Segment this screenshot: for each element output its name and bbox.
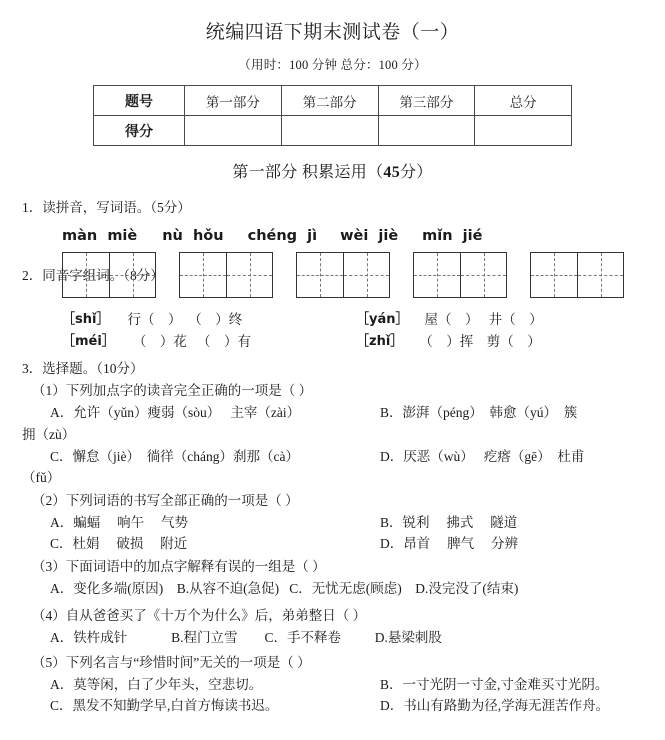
writing-grid-cell[interactable] — [226, 253, 272, 297]
question-3-2-options-row-2 — [50, 533, 651, 555]
homophone-left-1 — [62, 331, 356, 353]
homophone-pinyin-shi: ［shǐ］ — [62, 311, 110, 327]
option-3-2-b[interactable]: B．锐利 拂式 隧道 — [380, 514, 518, 530]
pinyin-gap-0 — [137, 228, 162, 244]
question-3-3-options[interactable]: A．变化多端(原因) B.从容不迫(急促) C．无忧无虑(顾虑) D.没完没了(结束) — [50, 580, 519, 596]
part-one-heading — [14, 159, 651, 182]
question-1-writing-grids — [62, 252, 651, 298]
question-3-label: 3．选择题。（10分） — [22, 360, 144, 376]
question-2-body — [14, 309, 651, 353]
question-3-2-stem: （2）下列词语的书写全部正确的一项是（ ） — [32, 492, 299, 508]
question-2-label: 2．同音字组词。（8分） — [22, 267, 164, 283]
writing-grid-cell[interactable] — [297, 253, 343, 297]
score-table-row-header-0: 题号 — [94, 86, 185, 116]
score-cell-1[interactable] — [281, 116, 378, 146]
homophone-items-shi[interactable]: 行（ ） （ ）终 — [127, 311, 243, 327]
option-3-5-a[interactable]: A．莫等闲，白了少年头，空悲切。 — [50, 676, 263, 692]
option-3-5-b[interactable]: B．一寸光阴一寸金,寸金难买寸光阴。 — [380, 676, 609, 692]
option-3-2-d[interactable]: D．昂首 脾气 分辨 — [380, 536, 518, 552]
writing-grid-cell[interactable] — [109, 253, 155, 297]
question-3-3-stem: （3）下面词语中的加点字解释有误的一组是（ ） — [32, 558, 326, 574]
writing-grid-cell[interactable] — [180, 253, 226, 297]
score-table-col-3: 总分 — [475, 86, 572, 116]
writing-grid-group-4[interactable] — [530, 252, 624, 298]
writing-grid-cell[interactable] — [531, 253, 577, 297]
homophone-items-yan[interactable]: 屋（ ） 井（ ） — [424, 311, 543, 327]
writing-grid-cell[interactable] — [414, 253, 460, 297]
part-one-heading-prefix: 第一部分 积累运用（ — [232, 164, 384, 181]
writing-grid-group-0[interactable] — [62, 252, 156, 298]
pinyin-gap-1 — [224, 228, 248, 244]
homophone-right-0 — [356, 309, 543, 331]
score-table-col-1: 第二部分 — [281, 86, 378, 116]
homophone-pinyin-yan: ［yán］ — [356, 311, 409, 327]
spacer — [409, 309, 425, 331]
writing-grid-cell[interactable] — [460, 253, 506, 297]
spacer — [403, 331, 419, 353]
question-3-1-options-row-2 — [50, 446, 651, 468]
writing-grid-group-2[interactable] — [296, 252, 390, 298]
option-3-1-d[interactable]: D．厌恶（wù） 疙瘩（gē） 杜甫 — [380, 448, 585, 464]
pinyin-group-1: nù hǒu — [162, 227, 224, 244]
table-row — [94, 116, 572, 146]
option-3-2-c[interactable]: C．杜娟 破损 附近 — [50, 536, 188, 552]
score-table — [93, 85, 572, 146]
score-table-row-header-1: 得分 — [94, 116, 185, 146]
table-row — [94, 86, 572, 116]
question-3-1-stem: （1）下列加点字的读音完全正确的一项是（ ） — [32, 383, 313, 399]
writing-grid-cell[interactable] — [577, 253, 623, 297]
homophone-items-mei[interactable]: （ ）花 （ ）有 — [132, 333, 251, 349]
score-cell-0[interactable] — [185, 116, 282, 146]
question-3-2-options-row-1 — [50, 512, 651, 534]
option-3-5-d[interactable]: D．书山有路勤为径,学海无涯苦作舟。 — [380, 698, 610, 714]
homophone-pinyin-zhi: ［zhǐ］ — [356, 333, 404, 349]
question-3-5-options-row-2 — [50, 695, 651, 717]
question-3-5-options-row-1 — [50, 674, 651, 696]
question-1-label: 1．读拼音，写词语。（5分） — [22, 200, 191, 215]
pinyin-group-4: mǐn jié — [422, 227, 483, 244]
part-one-heading-score: 45 — [383, 164, 400, 181]
option-3-2-a[interactable]: A．蝙蝠 响午 气势 — [50, 514, 188, 530]
question-3-4-stem: （4）自从爸爸买了《十万个为什么》后，弟弟整日（ ） — [32, 608, 367, 624]
spacer — [115, 331, 133, 353]
score-cell-3[interactable] — [475, 116, 572, 146]
homophone-row-1 — [62, 331, 651, 353]
homophone-pinyin-mei: ［méi］ — [62, 333, 115, 349]
part-one-heading-suffix: 分） — [400, 164, 433, 181]
option-3-1-b-wrap: 拥（zù） — [22, 427, 76, 442]
homophone-left-0 — [62, 309, 356, 331]
question-3-1-options-row-1 — [50, 402, 651, 424]
pinyin-gap-2 — [317, 228, 340, 244]
pinyin-gap-3 — [398, 228, 422, 244]
question-3-4-options[interactable]: A．铁杵成针 B.程门立雪 C．手不释卷 D.悬梁刺股 — [50, 630, 442, 646]
score-table-col-2: 第三部分 — [378, 86, 475, 116]
writing-grid-group-3[interactable] — [413, 252, 507, 298]
option-3-1-d-wrap: （fǔ） — [22, 470, 61, 486]
exam-paper-page — [0, 17, 665, 740]
writing-grid-cell[interactable] — [343, 253, 389, 297]
score-table-col-0: 第一部分 — [185, 86, 282, 116]
pinyin-group-0: màn miè — [62, 227, 138, 244]
option-3-1-c[interactable]: C．懈怠（jiè） 徜徉（cháng）刹那（cà） — [50, 448, 299, 464]
spacer — [109, 309, 127, 331]
option-3-1-b[interactable]: B．澎湃（péng） 韩愈（yú） 簇 — [380, 405, 578, 421]
score-cell-2[interactable] — [378, 116, 475, 146]
exam-subtitle: （用时：100 分钟 总分：100 分） — [238, 58, 427, 72]
homophone-right-1 — [356, 331, 541, 353]
option-3-5-c[interactable]: C．黑发不知勤学早,白首方悔读书迟。 — [50, 698, 279, 714]
writing-grid-group-1[interactable] — [179, 252, 273, 298]
score-table-wrapper — [14, 85, 651, 146]
pinyin-group-2: chéng jì — [247, 227, 318, 244]
option-3-1-a[interactable]: A．允许（yǔn）瘦弱（sòu） 主宰（zài） — [50, 405, 301, 421]
page-title: 统编四语下期末测试卷（一） — [205, 22, 460, 43]
question-3-5-stem: （5）下列名言与“珍惜时间”无关的一项是（ ） — [32, 654, 311, 670]
pinyin-group-3: wèi jiè — [340, 227, 399, 244]
writing-grid-cell[interactable] — [63, 253, 109, 297]
homophone-items-zhi[interactable]: （ ）挥 剪（ ） — [419, 333, 541, 349]
question-1-pinyin-row — [62, 228, 651, 244]
homophone-row-0 — [62, 309, 651, 331]
